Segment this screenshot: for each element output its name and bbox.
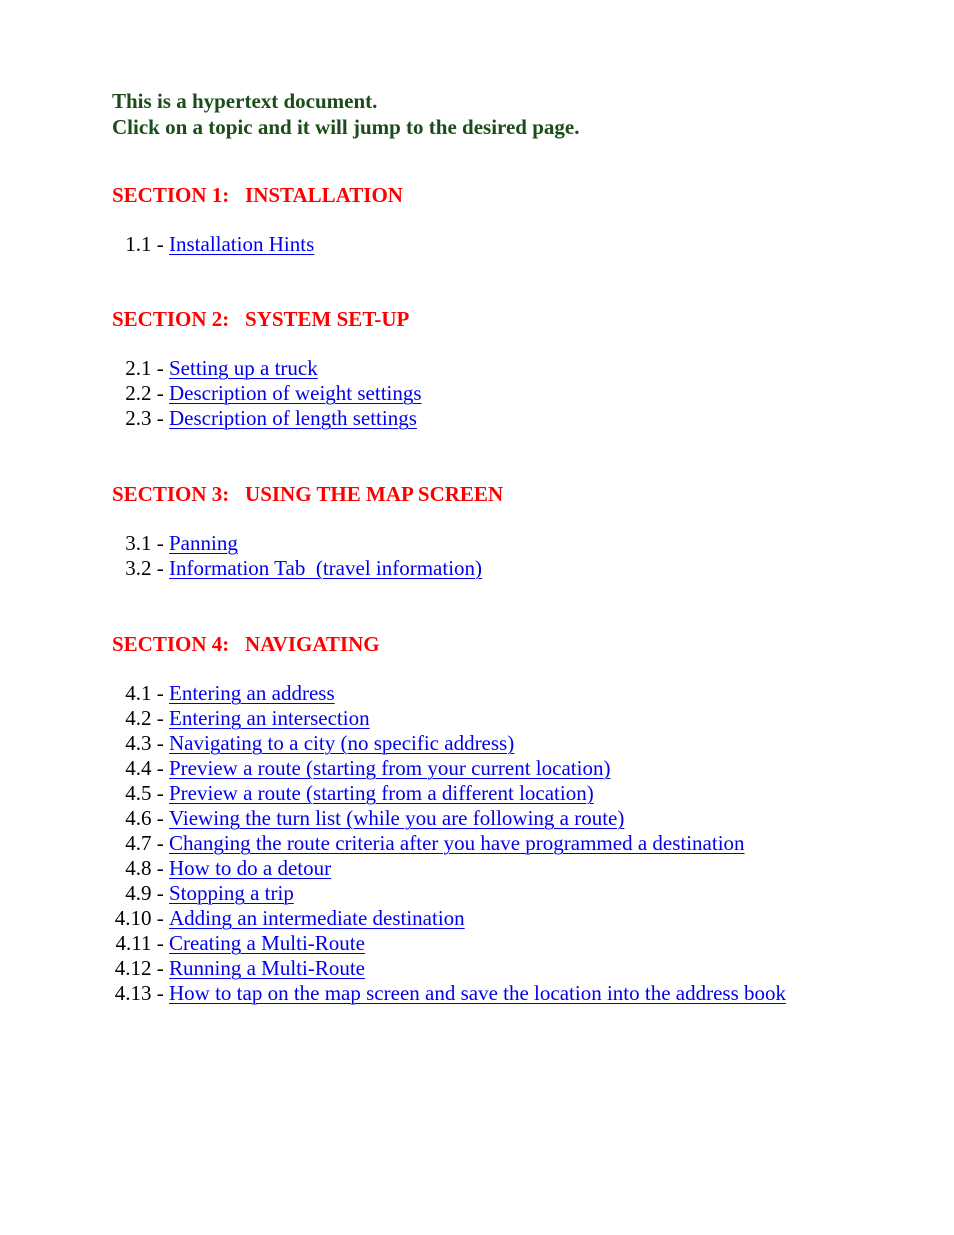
toc-link-save-location-address-book[interactable]: How to tap on the map screen and save the location into the address book	[169, 981, 786, 1005]
toc-item-number: 1.1 -	[125, 232, 169, 256]
toc-link-intermediate-destination[interactable]: Adding an intermediate destination	[169, 906, 465, 930]
toc-link-detour[interactable]: How to do a detour	[169, 856, 332, 880]
toc-item-number: 4.11 -	[115, 931, 169, 955]
toc-item	[112, 831, 932, 856]
section-map-screen	[112, 481, 932, 581]
toc-item	[112, 531, 932, 556]
toc-item-number: 4.12 -	[114, 956, 169, 980]
toc-link-preview-route-different[interactable]: Preview a route (starting from a different location)	[169, 781, 594, 805]
section-navigating	[112, 631, 932, 1006]
toc-link-information-tab[interactable]: Information Tab (travel information)	[169, 556, 483, 580]
toc-link-setting-up-truck[interactable]: Setting up a truck	[169, 356, 318, 380]
toc-item-number: 4.4 -	[125, 756, 169, 780]
toc-item	[112, 981, 932, 1006]
toc-list	[112, 356, 932, 431]
toc-link-length-settings[interactable]: Description of length settings	[169, 406, 417, 430]
intro-text	[112, 88, 932, 140]
toc-item	[112, 706, 932, 731]
toc-list	[112, 681, 932, 1006]
toc-link-creating-multi-route[interactable]: Creating a Multi-Route	[169, 931, 365, 955]
toc-item-number: 4.8 -	[125, 856, 169, 880]
toc-item	[112, 381, 932, 406]
section-heading: SECTION 4: NAVIGATING	[112, 632, 380, 656]
toc-item-number: 4.1 -	[125, 681, 169, 705]
intro-line-1: This is a hypertext document.	[112, 89, 378, 113]
toc-link-turn-list[interactable]: Viewing the turn list (while you are following a route)	[169, 806, 625, 830]
toc-item-number: 4.5 -	[125, 781, 169, 805]
toc-item-number: 4.6 -	[125, 806, 169, 830]
toc-item	[112, 556, 932, 581]
toc-item	[112, 756, 932, 781]
toc-item	[112, 881, 932, 906]
toc-link-installation-hints[interactable]: Installation Hints	[169, 232, 315, 256]
toc-link-running-multi-route[interactable]: Running a Multi-Route	[169, 956, 365, 980]
toc-item	[112, 781, 932, 806]
toc-item-number: 2.1 -	[125, 356, 169, 380]
toc-item	[112, 406, 932, 431]
section-heading: SECTION 2: SYSTEM SET-UP	[112, 307, 410, 331]
toc-item	[112, 356, 932, 381]
toc-page	[112, 88, 932, 1006]
toc-item	[112, 956, 932, 981]
toc-item-number: 4.9 -	[125, 881, 169, 905]
toc-link-entering-intersection[interactable]: Entering an intersection	[169, 706, 370, 730]
toc-item-number: 4.7 -	[125, 831, 169, 855]
section-installation	[112, 182, 932, 257]
toc-item	[112, 906, 932, 931]
toc-link-weight-settings[interactable]: Description of weight settings	[169, 381, 422, 405]
toc-item	[112, 856, 932, 881]
toc-item-number: 4.13 -	[114, 981, 169, 1005]
intro-line-2: Click on a topic and it will jump to the desired page.	[112, 115, 580, 139]
toc-item	[112, 806, 932, 831]
toc-list	[112, 232, 932, 257]
toc-item	[112, 232, 932, 257]
toc-link-stopping-trip[interactable]: Stopping a trip	[169, 881, 294, 905]
toc-list	[112, 531, 932, 581]
toc-link-preview-route-current[interactable]: Preview a route (starting from your current location)	[169, 756, 611, 780]
toc-item-number: 3.2 -	[125, 556, 169, 580]
toc-item	[112, 931, 932, 956]
toc-item-number: 2.2 -	[125, 381, 169, 405]
toc-item-number: 4.10 -	[114, 906, 169, 930]
toc-link-route-criteria[interactable]: Changing the route criteria after you have programmed a destination	[169, 831, 745, 855]
section-heading: SECTION 1: INSTALLATION	[112, 183, 403, 207]
toc-item-number: 2.3 -	[125, 406, 169, 430]
toc-link-panning[interactable]: Panning	[169, 531, 238, 555]
toc-link-navigating-to-city[interactable]: Navigating to a city (no specific address)	[169, 731, 515, 755]
toc-item-number: 3.1 -	[125, 531, 169, 555]
toc-item	[112, 731, 932, 756]
toc-item	[112, 681, 932, 706]
toc-item-number: 4.3 -	[125, 731, 169, 755]
section-heading: SECTION 3: USING THE MAP SCREEN	[112, 482, 504, 506]
section-system-setup	[112, 306, 932, 431]
toc-link-entering-address[interactable]: Entering an address	[169, 681, 335, 705]
toc-item-number: 4.2 -	[125, 706, 169, 730]
